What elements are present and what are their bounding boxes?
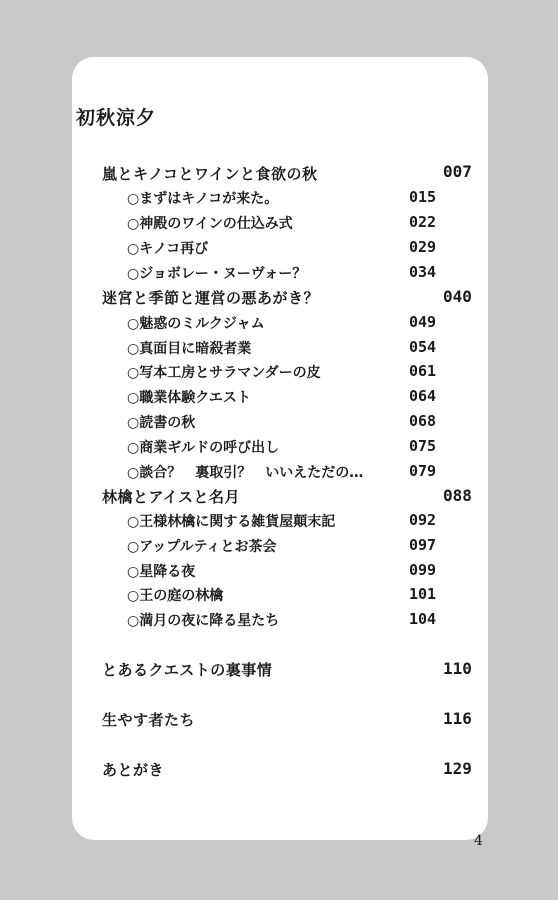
toc-section-page: 088 bbox=[443, 486, 472, 505]
toc-section-title: 嵐とキノコとワインと食欲の秋 bbox=[102, 165, 318, 183]
toc-item-title: ○王の庭の林檎 bbox=[127, 588, 224, 604]
toc-section-page: 040 bbox=[443, 287, 472, 306]
toc-section-title: 林檎とアイスと名月 bbox=[102, 488, 241, 506]
toc-item-title: ○星降る夜 bbox=[127, 564, 196, 580]
toc-item-title: ○満月の夜に降る星たち bbox=[127, 613, 280, 629]
toc-item-page: 015 bbox=[409, 188, 437, 206]
toc-item-page: 099 bbox=[409, 561, 437, 579]
toc-item-page: 101 bbox=[409, 585, 437, 603]
toc-item-title: ○まずはキノコが来た。 bbox=[127, 191, 279, 207]
toc-item-title: ○真面目に暗殺者業 bbox=[127, 341, 252, 357]
toc-item-title: ○魅惑のミルクジャム bbox=[127, 316, 265, 332]
toc-extra-title: とあるクエストの裏事情 bbox=[102, 661, 273, 679]
toc-item-page: 068 bbox=[409, 412, 437, 430]
toc-item-page: 079 bbox=[409, 462, 437, 480]
toc-item-title: ○写本工房とサラマンダーの皮 bbox=[127, 365, 321, 381]
toc-extra-title: 生やす者たち bbox=[102, 711, 196, 729]
toc-item-title: ○アップルティとお茶会 bbox=[127, 539, 277, 555]
toc-extra-page: 110 bbox=[443, 659, 472, 678]
toc-item-title: ○キノコ再び bbox=[127, 241, 209, 257]
toc-item-page: 064 bbox=[409, 387, 437, 405]
page-number: 4 bbox=[474, 833, 483, 849]
toc-item-title: ○ジョボレー・ヌーヴォー？ bbox=[127, 266, 307, 282]
toc-item-page: 054 bbox=[409, 338, 437, 356]
toc-item-page: 104 bbox=[409, 610, 437, 628]
toc-item-page: 029 bbox=[409, 238, 437, 256]
toc-item-title: ○商業ギルドの呼び出し bbox=[127, 440, 280, 456]
toc-item-title: ○読書の秋 bbox=[127, 415, 196, 431]
toc-item-page: 061 bbox=[409, 362, 437, 380]
toc-extra-page: 116 bbox=[443, 709, 472, 728]
toc-item-page: 022 bbox=[409, 213, 437, 231]
toc-section-title: 迷宮と季節と運営の悪あがき？ bbox=[102, 289, 320, 307]
toc-section-page: 007 bbox=[443, 162, 472, 181]
toc-item-title: ○職業体験クエスト bbox=[127, 390, 251, 406]
toc-extra-title: あとがき bbox=[102, 761, 165, 779]
toc-item-title: ○神殿のワインの仕込み式 bbox=[127, 216, 293, 232]
toc-item-title: ○王様林檎に関する雑貨屋顛末記 bbox=[127, 514, 336, 530]
toc-item-title: ○談合？ 裏取引？ いいえただの… bbox=[127, 465, 364, 481]
toc-item-page: 075 bbox=[409, 437, 437, 455]
toc-item-page: 034 bbox=[409, 263, 437, 281]
toc-item-page: 092 bbox=[409, 511, 437, 529]
toc-item-page: 049 bbox=[409, 313, 437, 331]
book-title: 初秋涼夕 bbox=[76, 107, 157, 129]
toc-item-page: 097 bbox=[409, 536, 437, 554]
toc-extra-page: 129 bbox=[443, 759, 472, 778]
